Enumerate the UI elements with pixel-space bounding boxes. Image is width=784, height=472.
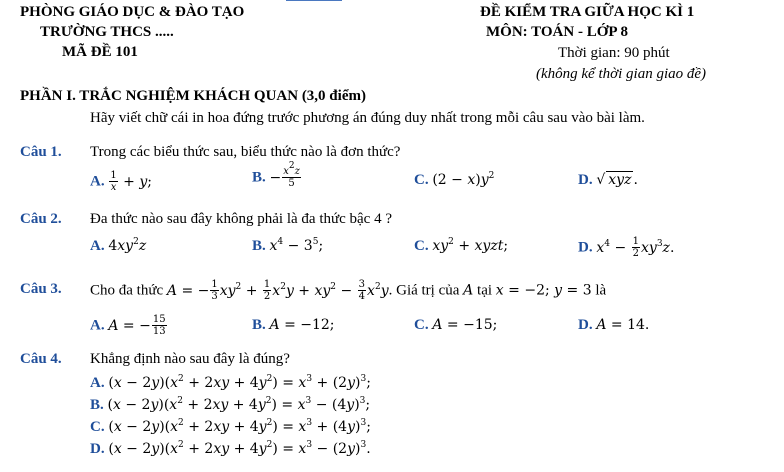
question-text: Trong các biểu thức sau, biểu thức nào là đơn thức? (90, 144, 401, 160)
option-letter: B. (252, 317, 266, 333)
decorative-line (286, 0, 342, 1)
subject-grade: MÔN: TOÁN - LỚP 8 (486, 24, 628, 40)
option-c: C. $(2 - x)y^2$ (414, 171, 495, 188)
question-text: Cho đa thức A = − $\frac{1}{3}$ $xy^2$ + $\frac{1}{2}$ $x^2y + xy^2$ − $\frac{3}{4}$ $x^2y$. Giá trị của A tại x = −2; y = 3 là (90, 279, 607, 302)
option-c: C. $xy^2$ + xyzt; (414, 237, 509, 254)
option-b: B. A = −12; (252, 317, 335, 333)
question-text-start: Cho đa thức (90, 282, 164, 299)
question-label: Câu 4. (20, 351, 62, 367)
option-letter: A. (90, 375, 105, 391)
option-letter: B. (90, 397, 104, 413)
option-b: B. $(x - 2y)(x^2 + 2xy + 4y^2) = x^3 - (4y)^3$; (90, 396, 371, 413)
option-letter: D. (578, 239, 593, 256)
question-text-end: là (595, 282, 607, 299)
option-d: D. √ xyz . (578, 172, 638, 188)
question-text-mid: . Giá trị của (388, 282, 460, 299)
option-c: C. A = −15; (414, 317, 498, 333)
question-text-tai: tại (477, 282, 493, 299)
section-instruction: Hãy viết chữ cái in hoa đứng trước phương án đúng duy nhất trong mỗi câu sau vào bài làm. (90, 110, 645, 126)
option-d: D. $x^4$ − $\frac{1}{2}$ $xy^3z$. (578, 236, 675, 259)
option-letter: D. (578, 317, 593, 333)
exam-title: ĐỀ KIỂM TRA GIỮA HỌC KÌ 1 (480, 4, 695, 20)
option-d: D. A = 14. (578, 317, 650, 333)
option-letter: A. (90, 238, 105, 254)
section-title: PHẦN I. TRẮC NGHIỆM KHÁCH QUAN (3,0 điểm) (20, 88, 366, 104)
option-letter: B. (252, 238, 266, 254)
option-letter: C. (414, 238, 429, 254)
time-note: (không kể thời gian giao đề) (536, 66, 707, 82)
option-letter: D. (578, 172, 593, 188)
option-c: C. $(x - 2y)(x^2 + 2xy + 4y^2) = x^3 + (4y)^3$; (90, 418, 371, 435)
department-name: PHÒNG GIÁO DỤC & ĐÀO TẠO (20, 4, 245, 20)
question-text: Khẳng định nào sau đây là đúng? (90, 351, 290, 367)
option-b: B. $x^4 - 3^5$; (252, 237, 324, 254)
option-a: A. $4xy^2z$ (90, 237, 147, 254)
option-letter: C. (90, 419, 105, 435)
option-d: D. $(x - 2y)(x^2 + 2xy + 4y^2) = x^3 - (2y)^3$. (90, 440, 371, 457)
option-a: A. A = − $\frac{15}{13}$ (90, 314, 166, 337)
option-letter: C. (414, 317, 429, 333)
option-letter: A. (90, 173, 105, 190)
question-text: Đa thức nào sau đây không phải là đa thức bậc 4 ? (90, 211, 392, 227)
option-a: A. $(x - 2y)(x^2 + 2xy + 4y^2) = x^3 + (2y)^3$; (90, 374, 371, 391)
option-letter: D. (90, 441, 105, 457)
option-letter: B. (252, 169, 266, 186)
exam-code: MÃ ĐỀ 101 (62, 44, 138, 60)
option-letter: C. (414, 172, 429, 188)
option-letter: A. (90, 317, 105, 334)
time-allowed: Thời gian: 90 phút (558, 45, 670, 61)
question-label: Câu 2. (20, 211, 62, 227)
question-label: Câu 3. (20, 281, 62, 297)
option-a: A. $\frac{1}{x}$ + y; (90, 170, 152, 193)
option-b: B. − $\frac{x^2z}{5}$ (252, 161, 300, 189)
question-label: Câu 1. (20, 144, 62, 160)
school-name: TRƯỜNG THCS ..... (40, 24, 174, 40)
